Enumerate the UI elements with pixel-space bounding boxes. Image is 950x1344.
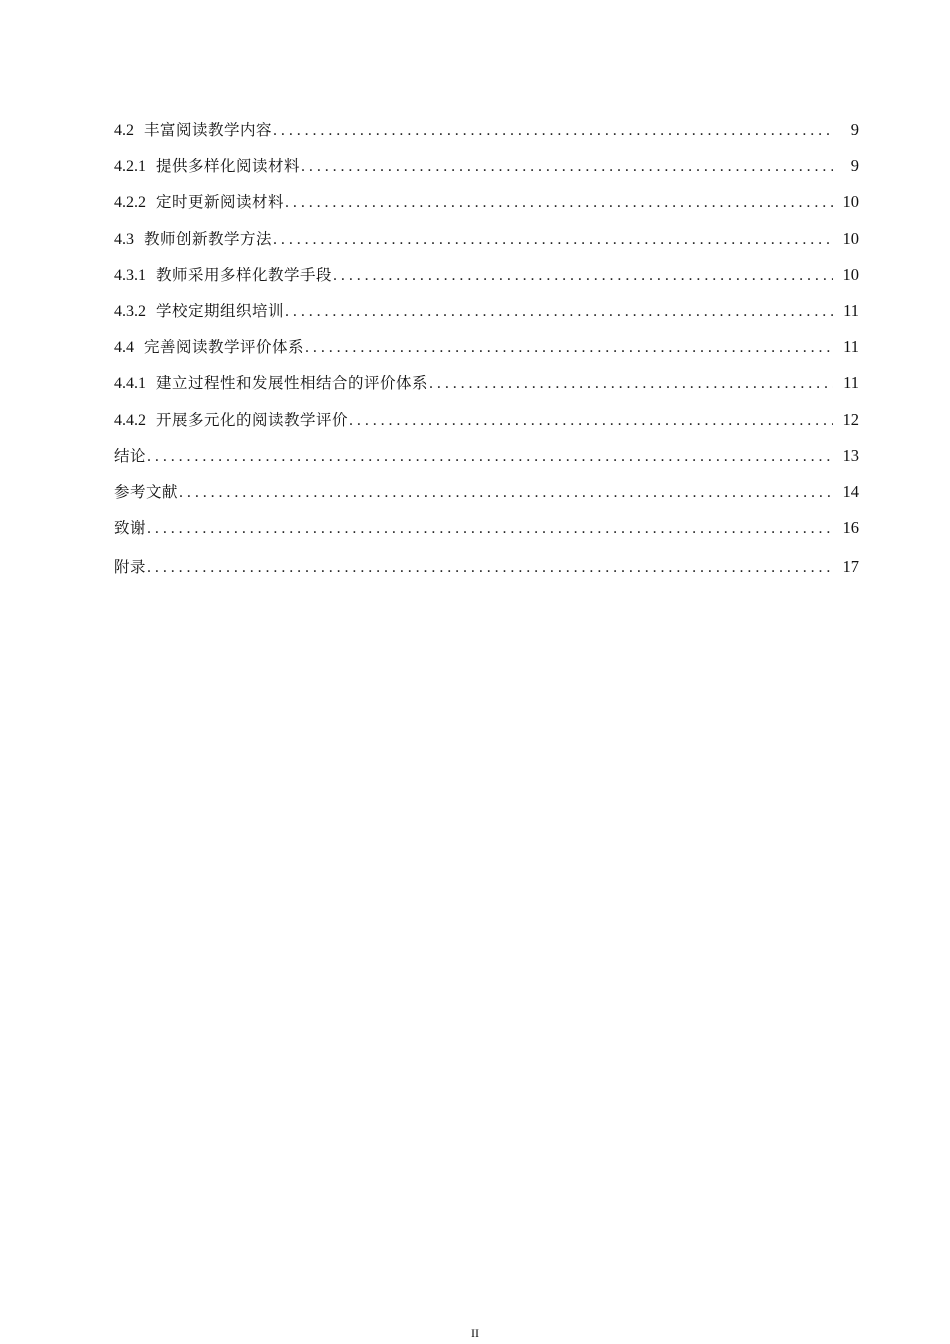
toc-entry[interactable] [114, 112, 859, 148]
toc-entry-number: 4.3.1 [114, 266, 146, 284]
toc-entry-number: 4.2 [114, 122, 134, 139]
table-of-contents [114, 112, 859, 585]
toc-entry[interactable] [114, 438, 859, 474]
toc-entry-page: 14 [842, 481, 859, 501]
toc-entry-page: 9 [850, 120, 859, 139]
toc-entry[interactable] [114, 257, 859, 293]
toc-entry-title: 定时更新阅读材料 [156, 193, 285, 212]
toc-dot-leader [272, 222, 833, 258]
page-number: II [471, 1326, 479, 1340]
toc-entry-title: 丰富阅读教学内容 [144, 121, 273, 139]
toc-dot-leader [300, 149, 833, 185]
toc-entry[interactable] [114, 549, 859, 585]
toc-dot-leader [146, 550, 833, 586]
toc-dot-leader [332, 258, 833, 294]
toc-entry-number: 4.3.2 [114, 302, 146, 320]
toc-entry-title: 教师采用多样化教学手段 [156, 265, 333, 284]
toc-entry-page: 11 [843, 337, 859, 357]
toc-entry[interactable] [114, 510, 859, 546]
toc-entry-page: 11 [843, 373, 859, 393]
toc-entry-title: 开展多元化的阅读教学评价 [156, 410, 349, 429]
toc-entry[interactable] [114, 474, 859, 510]
toc-entry-title: 学校定期组织培训 [156, 301, 285, 320]
toc-entry-title: 致谢 [114, 519, 147, 538]
toc-dot-leader [146, 439, 833, 475]
toc-entry-number: 4.2.1 [114, 158, 146, 176]
toc-entry[interactable] [114, 365, 859, 401]
toc-entry-page: 10 [842, 264, 859, 284]
toc-entry[interactable] [114, 221, 859, 257]
toc-entry-number: 4.4.1 [114, 375, 146, 393]
toc-dot-leader [348, 403, 833, 439]
toc-dot-leader [146, 511, 833, 547]
toc-entry-title: 参考文献 [114, 482, 179, 501]
toc-entry-title: 附录 [114, 558, 147, 577]
toc-entry[interactable] [114, 402, 859, 438]
toc-entry[interactable] [114, 184, 859, 220]
toc-dot-leader [178, 475, 833, 511]
toc-entry-number: 4.4 [114, 339, 134, 357]
toc-entry-title: 教师创新教学方法 [144, 229, 273, 248]
toc-entry-number: 4.3 [114, 230, 134, 248]
toc-entry-title: 建立过程性和发展性相结合的评价体系 [156, 374, 429, 393]
toc-dot-leader [428, 366, 833, 402]
toc-entry[interactable] [114, 293, 859, 329]
toc-entry-page: 13 [842, 445, 859, 465]
toc-entry-page: 10 [842, 192, 859, 212]
toc-entry-page: 10 [842, 228, 859, 248]
toc-dot-leader [304, 330, 833, 366]
toc-entry-page: 12 [842, 409, 859, 429]
toc-entry-number: 4.2.2 [114, 194, 146, 212]
toc-dot-leader [284, 294, 833, 330]
toc-entry[interactable] [114, 329, 859, 365]
toc-entry-title: 结论 [114, 446, 147, 465]
toc-entry-page: 16 [842, 518, 859, 538]
toc-entry-number: 4.4.2 [114, 411, 146, 429]
toc-entry[interactable] [114, 148, 859, 184]
toc-entry-page: 9 [850, 156, 859, 176]
toc-entry-page: 11 [843, 300, 859, 320]
toc-entry-page: 17 [842, 557, 859, 577]
toc-entry-title: 提供多样化阅读材料 [156, 157, 301, 176]
toc-dot-leader [284, 185, 833, 221]
toc-dot-leader [272, 113, 833, 149]
toc-entry-title: 完善阅读教学评价体系 [144, 338, 305, 357]
